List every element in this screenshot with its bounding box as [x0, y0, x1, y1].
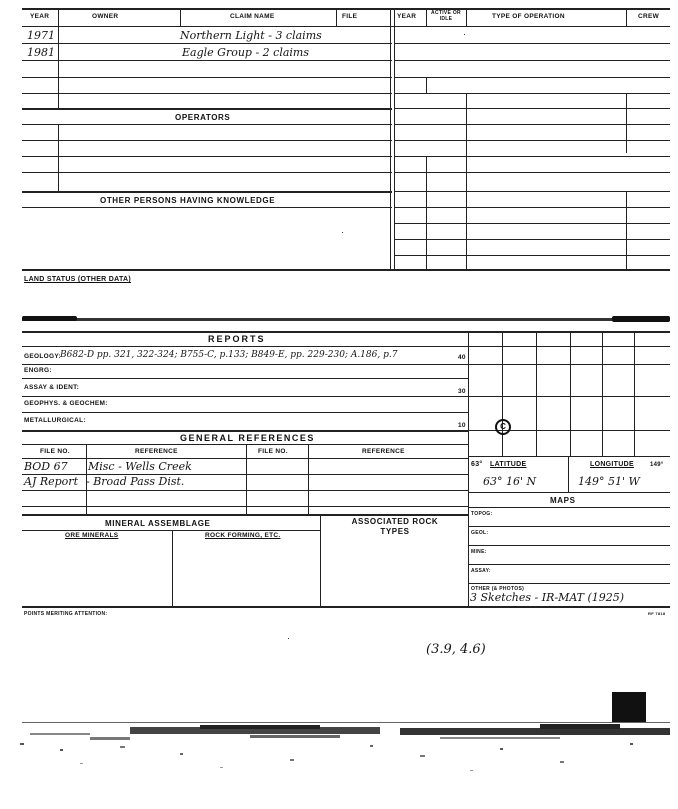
- latitude-degree: 63°: [471, 461, 483, 468]
- reference-header: REFERENCE: [135, 448, 178, 455]
- geophys-geochem-label: GEOPHYS. & GEOCHEM:: [24, 400, 108, 407]
- scan-noise-speckle: [0, 715, 678, 785]
- maps-heading: MAPS: [550, 496, 576, 505]
- reports-heading: REPORTS: [208, 334, 266, 344]
- other-photos-value: 3 Sketches - IR-MAT (1925): [470, 591, 625, 604]
- owner-row-2-claim: Eagle Group - 2 claims: [182, 46, 309, 59]
- form-number: RF 7818: [648, 611, 666, 616]
- mineral-assemblage-heading: MINERAL ASSEMBLAGE: [105, 519, 211, 528]
- longitude-label: LONGITUDE: [590, 461, 634, 468]
- year-column-header: YEAR: [30, 13, 50, 20]
- topog-label: TOPOG:: [471, 511, 493, 517]
- type-of-operation-column-header: TYPE OF OPERATION: [492, 13, 565, 20]
- ops-year-column-header: YEAR: [397, 13, 417, 20]
- latitude-label: LATITUDE: [490, 461, 527, 468]
- crew-column-header: CREW: [638, 13, 660, 20]
- points-meriting-attention-label: POINTS MERITING ATTENTION:: [24, 611, 108, 617]
- geology-label: GEOLOGY:: [24, 353, 61, 360]
- longitude-degree: 149°: [650, 462, 664, 468]
- owner-row-2-year: 1981: [27, 46, 55, 59]
- assay-label: ASSAY:: [471, 568, 491, 574]
- metallurgical-label: METALLURGICAL:: [24, 417, 86, 424]
- associated-rock-types-heading: ASSOCIATED ROCK TYPES: [351, 517, 439, 536]
- claim-name-column-header: CLAIM NAME: [230, 13, 275, 20]
- coordinates-note: (3.9, 4.6): [426, 642, 486, 657]
- scale-30: 30: [458, 388, 466, 395]
- ref-row-1-file: BOD 67: [24, 460, 68, 473]
- owner-column-header: OWNER: [92, 13, 119, 20]
- ref-row-2-reference: - Broad Pass Dist.: [86, 475, 185, 488]
- engrg-label: ENGRG:: [24, 367, 52, 374]
- owner-row-1-year: 1971: [27, 29, 55, 42]
- file-column-header: FILE: [342, 13, 358, 20]
- scan-smudge-line: [22, 318, 670, 321]
- reference-header-2: REFERENCE: [362, 448, 405, 455]
- rock-forming-header: ROCK FORMING, ETC.: [205, 532, 281, 539]
- scan-smudge-left: [22, 316, 77, 321]
- scale-40: 40: [458, 354, 466, 361]
- ref-row-1-reference: Misc - Wells Creek: [88, 460, 192, 473]
- ref-row-2-file: AJ Report: [24, 475, 78, 488]
- latitude-value: 63° 16' N: [483, 475, 537, 488]
- mine-label: MINE:: [471, 549, 487, 555]
- geology-value: B682-D pp. 321, 322-324; B755-C, p.133; B849-E, pp. 229-230; A.186, p.7: [60, 350, 398, 360]
- active-idle-column-header: ACTIVE OR IDLE: [431, 10, 461, 22]
- general-references-heading: GENERAL REFERENCES: [180, 433, 315, 443]
- operators-heading: OPERATORS: [175, 113, 231, 122]
- geol-label: GEOL:: [471, 530, 489, 536]
- scale-10: 10: [458, 422, 466, 429]
- file-no-header-2: FILE NO.: [258, 448, 288, 455]
- other-persons-heading: OTHER PERSONS HAVING KNOWLEDGE: [100, 196, 276, 205]
- assay-ident-label: ASSAY & IDENT:: [24, 384, 80, 391]
- location-circle-marker: C: [495, 419, 511, 435]
- ore-minerals-header: ORE MINERALS: [65, 532, 119, 539]
- longitude-value: 149° 51' W: [578, 475, 640, 488]
- file-no-header: FILE NO.: [40, 448, 70, 455]
- other-photos-label: OTHER (& PHOTOS): [471, 586, 525, 592]
- scan-smudge-right: [612, 316, 670, 322]
- land-status-label: LAND STATUS (OTHER DATA): [24, 276, 132, 283]
- owner-row-1-claim: Northern Light - 3 claims: [180, 29, 322, 42]
